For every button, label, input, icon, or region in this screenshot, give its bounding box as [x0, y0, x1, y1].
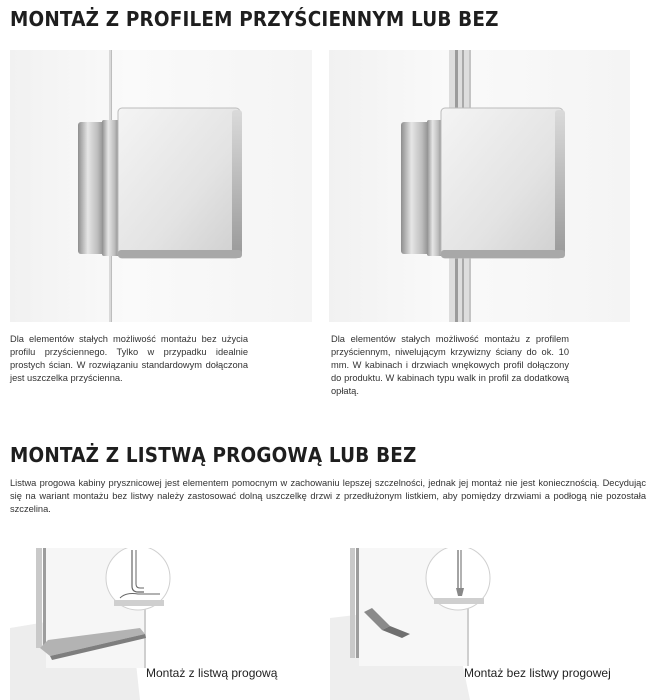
section-heading-threshold: MONTAŻ Z LISTWĄ PROGOWĄ LUB BEZ [10, 443, 417, 467]
threshold-intro-text: Listwa progowa kabiny prysznicowej jest elementem pomocnym w zachowaniu lepszej szczelności, jednak jej montaż nie jest koniecznością. Decydując się na wariant montażu bez listwy należy zastosować dolną uszczelkę drzwi z przedłużonym listkiem, aby pomiędzy drzwiami a podłogą nie pozostała szczelina. [10, 478, 646, 514]
hinge-illustration-left [10, 50, 312, 322]
hinge-with-profile-photo [329, 50, 630, 322]
label-with-threshold: Montaż z listwą progową [146, 666, 278, 680]
hinge-without-profile-photo [10, 50, 312, 322]
hinge-illustration-right [329, 50, 630, 322]
section-heading-wall-profile: MONTAŻ Z PROFILEM PRZYŚCIENNYM LUB BEZ [10, 7, 499, 31]
label-without-threshold: Montaż bez listwy progowej [464, 666, 611, 680]
caption-without-profile: Dla elementów stałych możliwość montażu bez użycia profilu przyściennego. Tylko w przypadku idealnie prostych ścian. W rozwiązaniu standardowym dołączona jest uszczelka przyścienna. [10, 334, 248, 383]
caption-with-profile: Dla elementów stałych możliwość montażu z profilem przyściennym, niwelującym krzywizny ściany do ok. 10 mm. W kabinach i drzwiach wnękowych profil dołączony do produktu. W kabinach typu walk in profil za dodatkową opłatą. [331, 334, 569, 396]
